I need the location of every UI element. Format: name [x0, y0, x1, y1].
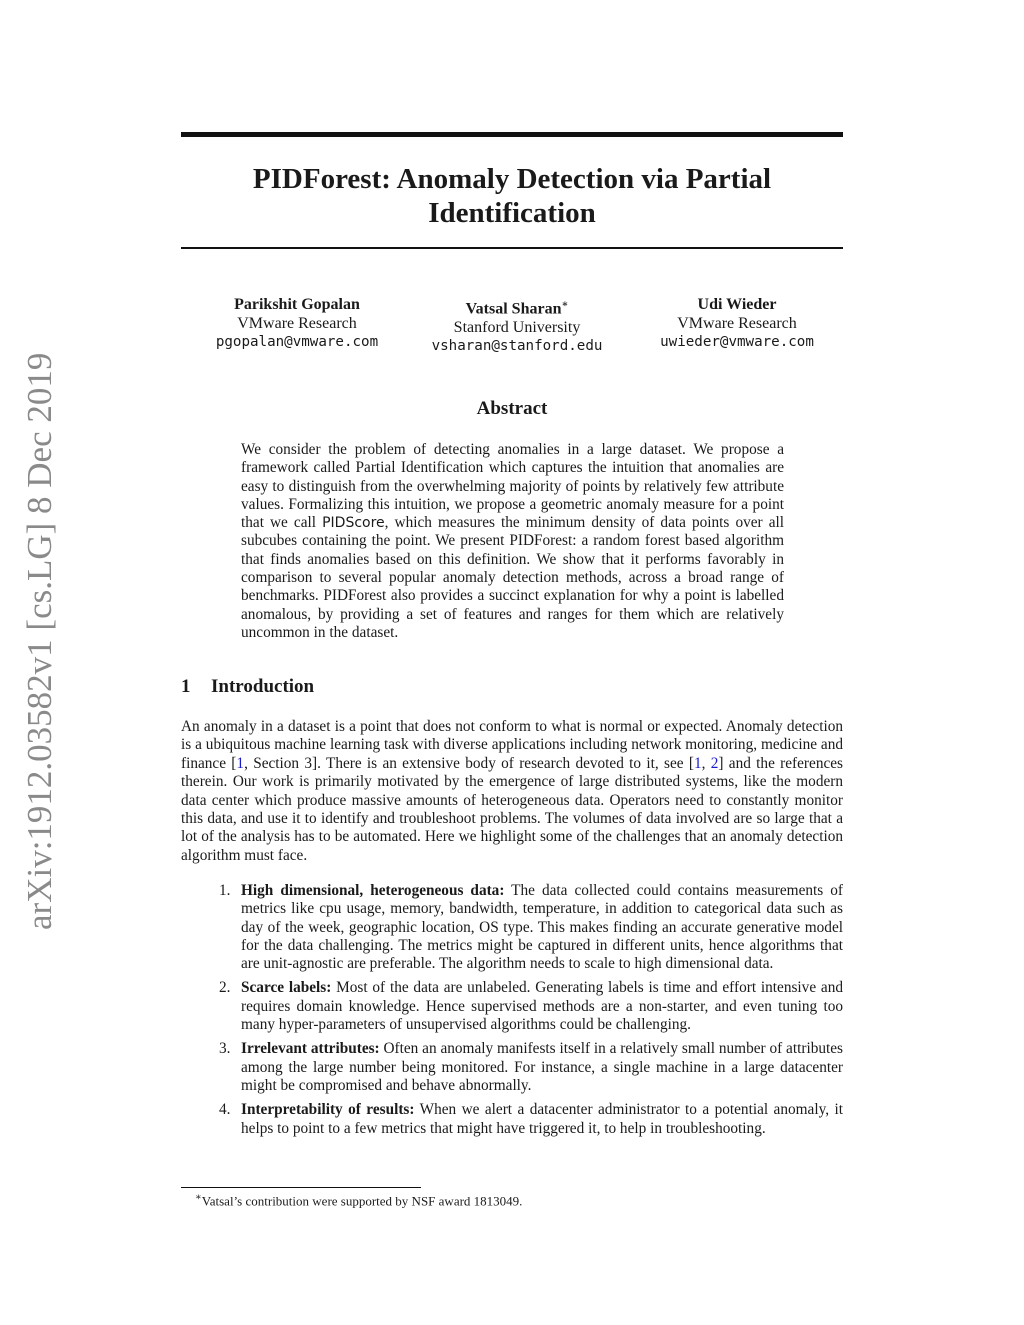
- intro-text: An anomaly in a dataset is a point that does not conform to what is normal or expected. Anomaly detection is a ubiquitous machine learning task with diverse applications including network monitoring, medicine and finance [: [181, 718, 843, 772]
- list-item: [181, 1101, 843, 1138]
- list-item-heading: Irrelevant attributes:: [241, 1040, 380, 1058]
- abstract-part-1: We consider the problem of detecting anomalies in a large dataset. We propose a framework called Partial Identification which captures the intuition that anomalies are easy to distinguish from the overwhelming majority of points by relatively few attribute values. Formalizing this intuition, we propose a geometric anomaly measure for a point that we call: [241, 441, 784, 532]
- citation-link[interactable]: 1: [693, 754, 702, 772]
- author-email[interactable]: pgopalan@vmware.com: [215, 334, 379, 350]
- list-item-heading: High dimensional, heterogeneous data:: [241, 882, 505, 899]
- title-top-rule: [181, 132, 843, 137]
- title-bottom-rule: [181, 247, 843, 249]
- footnote: [181, 1190, 857, 1209]
- intro-paragraph: [181, 718, 843, 865]
- paper-title: [181, 162, 843, 230]
- arxiv-stamp: arXiv:1912.03582v1 [cs.LG] 8 Dec 2019: [20, 352, 59, 930]
- abstract-part-2: , which measures the minimum density of data points over all subcubes containing the point. We present PIDForest: a random forest based algorithm that finds anomalies based on this definition. We show that it performs favorably in comparison to several popular anomaly detection methods, across a broad range of benchmarks. PIDForest also provides a succinct explanation for why a point is labelled anomalous, by providing a set of features and ranges for them which are relatively uncommon in the dataset.: [241, 514, 785, 641]
- list-number: 1.: [219, 882, 231, 899]
- list-item: [181, 979, 843, 1034]
- author-affiliation: VMware Research: [677, 315, 797, 332]
- title-line-2: Identification: [428, 197, 596, 229]
- footnote-text: Vatsal’s contribution were supported by NSF award 1813049.: [201, 1193, 523, 1209]
- citation-link[interactable]: 1: [236, 754, 245, 772]
- list-item: [181, 882, 843, 973]
- pidscore-term: PIDScore: [322, 515, 385, 532]
- author-affiliation: Stanford University: [453, 319, 581, 337]
- footnote-rule: [181, 1187, 421, 1188]
- author-email[interactable]: vsharan@stanford.edu: [431, 338, 603, 355]
- author-2: [417, 295, 617, 356]
- title-line-1: PIDForest: Anomaly Detection via Partial: [252, 163, 772, 195]
- section-heading: [181, 676, 314, 698]
- citation-link[interactable]: 2: [710, 754, 719, 772]
- author-3: [637, 295, 837, 352]
- list-item-text: The data collected could contains measurements of metrics like cpu usage, memory, bandwidth, temperature, in addition to categorical data such as day of the week, geographic location, OS type. This makes finding an accurate generative model for the data challenging. The metrics might be captured in different units, hence algorithms that are unit-agnostic are preferable. The algorithm needs to scale to high dimensional data.: [241, 882, 843, 973]
- author-name: Udi Wieder: [697, 296, 777, 313]
- list-item-text: Often an anomaly manifests itself in a relatively small number of attributes among the large number being monitored. For instance, a single machine in a large datacenter might be compromised and behave abnormally.: [241, 1040, 843, 1094]
- intro-text: , Section 3]. There is an extensive body of research devoted to it, see [: [244, 754, 694, 772]
- intro-text: ,: [701, 754, 711, 772]
- author-name-text: Vatsal Sharan: [465, 300, 562, 318]
- author-email[interactable]: uwieder@vmware.com: [660, 334, 814, 350]
- list-item-heading: Scarce labels:: [241, 979, 332, 997]
- list-item-heading: Interpretability of results:: [241, 1101, 415, 1119]
- author-1: [197, 295, 397, 352]
- section-title: Introduction: [211, 676, 315, 697]
- challenges-list: [181, 882, 843, 1144]
- author-name: [417, 295, 617, 318]
- list-number: 3.: [219, 1040, 231, 1058]
- list-number: 2.: [219, 979, 231, 997]
- author-affiliation: VMware Research: [237, 315, 357, 332]
- section-number: 1: [181, 676, 191, 697]
- list-item-text: Most of the data are unlabeled. Generating labels is time and effort intensive and requires domain knowledge. Hence supervised methods are a non-starter, and even tuning too many hyper-parameters of unsupervised algorithms could be challenging.: [241, 979, 844, 1034]
- intro-text: ] and the references therein. Our work is primarily motivated by the emergence of large distributed systems, like the modern data center which produce massive amounts of heterogeneous data. Operators need to constantly monitor this data, and use it to identify and troubleshoot problems. The volumes of data involved are so large that a lot of the analysis has to be automated. Here we highlight some of the challenges that an anomaly detection algorithm must face.: [181, 754, 843, 864]
- footnote-mark[interactable]: ∗: [561, 299, 569, 310]
- list-number: 4.: [219, 1101, 231, 1119]
- list-item: [181, 1040, 843, 1095]
- abstract-heading: Abstract: [476, 398, 548, 419]
- abstract-text: [241, 441, 784, 642]
- author-name: Parikshit Gopalan: [234, 296, 360, 313]
- list-item-text: When we alert a datacenter administrator to a potential anomaly, it helps to point to a few metrics that might have triggered it, to help in troubleshooting.: [241, 1101, 843, 1137]
- footnote-mark: ∗: [195, 1192, 202, 1203]
